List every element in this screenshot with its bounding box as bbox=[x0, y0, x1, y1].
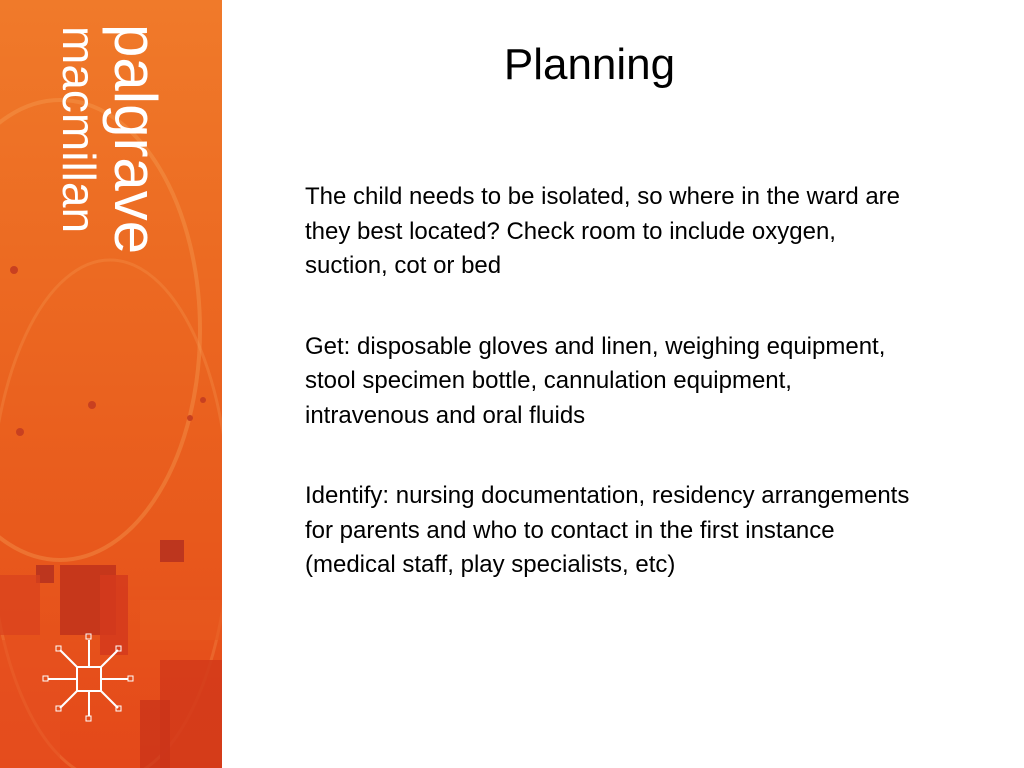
slide-body bbox=[305, 180, 915, 629]
paragraph-location: The child needs to be isolated, so where in the ward are they best located? Check room to include oxygen, suction, cot or bed bbox=[305, 183, 901, 279]
paragraph-identify: Identify: nursing documentation, residency arrangements for parents and who to contact in the first instance (medical staff, play specialists, etc) bbox=[305, 482, 910, 578]
slide-title: Planning bbox=[503, 40, 676, 89]
network-node-icon bbox=[0, 0, 222, 768]
logo-wordmark-macmillan: macmillan bbox=[53, 26, 105, 234]
brand-sidebar bbox=[0, 0, 222, 768]
logo-wordmark-palgrave: palgrave bbox=[102, 24, 169, 255]
paragraph-equipment: Get: disposable gloves and linen, weighing equipment, stool specimen bottle, cannulation equipment, intravenous and oral fluids bbox=[305, 332, 886, 429]
